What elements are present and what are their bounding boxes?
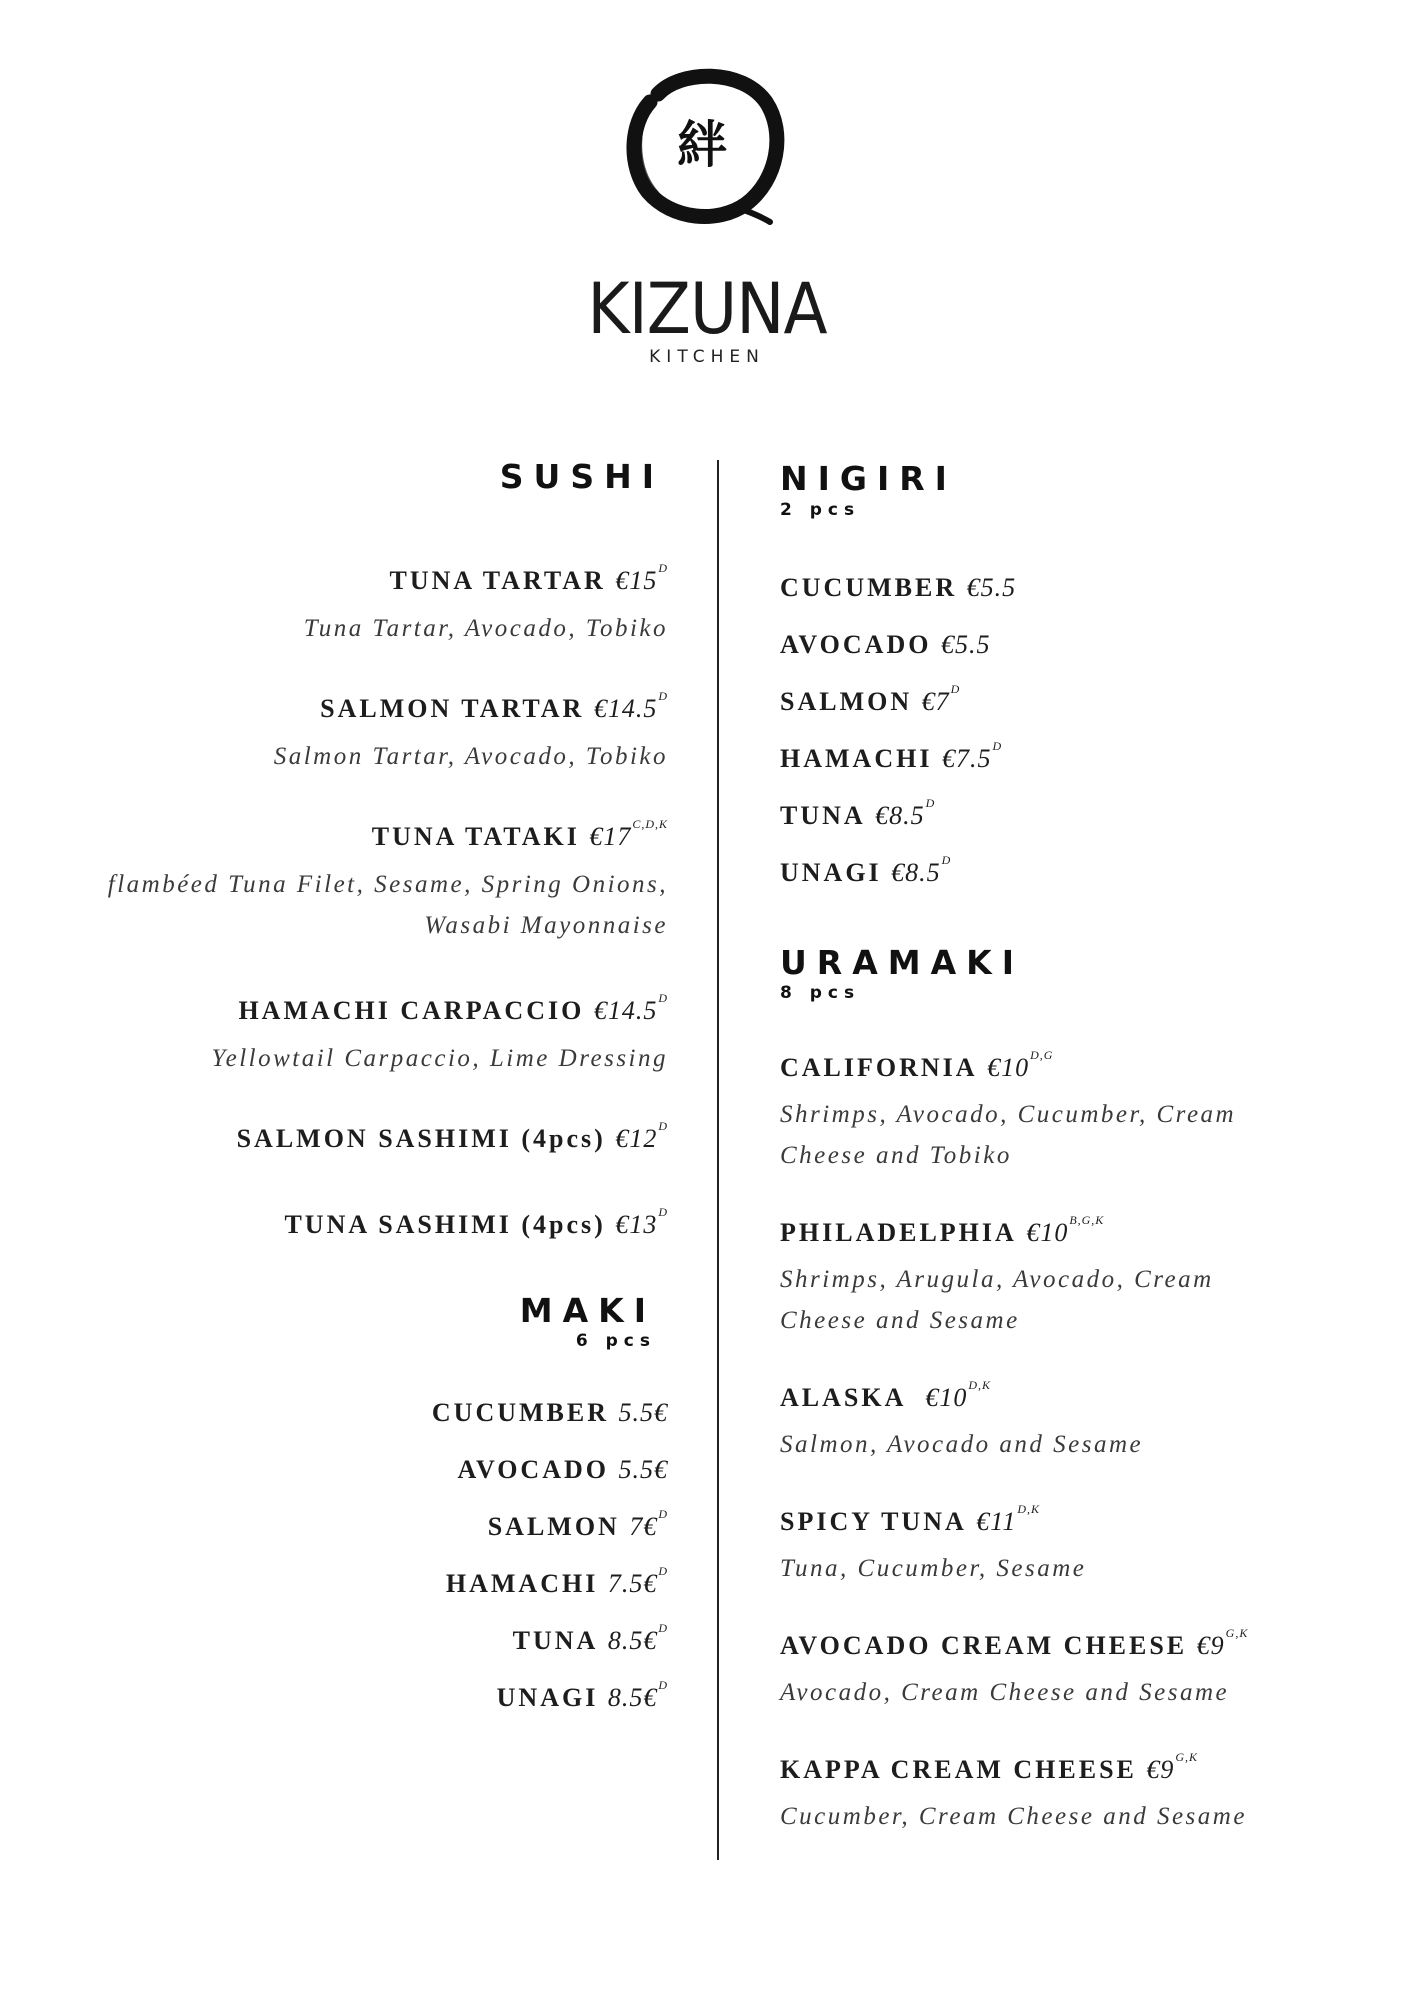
- menu-item: [445, 1564, 668, 1598]
- kizuna-enso-logo: [620, 62, 785, 227]
- logo-character: 絆: [677, 116, 727, 174]
- menu-item: [284, 1205, 668, 1239]
- item-name: AVOCADO CREAM CHEESE: [780, 1631, 1188, 1660]
- allergen-codes: D: [658, 1205, 668, 1219]
- item-price: €8.5: [891, 858, 941, 887]
- menu-item: [780, 632, 990, 658]
- item-name: SALMON TARTAR: [320, 694, 585, 723]
- menu-item: [512, 1621, 668, 1655]
- item-name: TUNA SASHIMI (4pcs): [284, 1210, 606, 1239]
- menu-item: [780, 739, 1003, 773]
- item-description: Cheese and Sesame: [780, 1307, 1020, 1334]
- item-price: 8.5€: [607, 1626, 658, 1655]
- menu-item: [389, 561, 668, 595]
- nigiri-heading: NIGIRI: [780, 459, 957, 498]
- item-name: PHILADELPHIA: [780, 1218, 1017, 1247]
- menu-item: [780, 796, 936, 830]
- item-name: HAMACHI: [445, 1569, 599, 1598]
- item-name: SALMON: [487, 1512, 620, 1541]
- item-name: UNAGI: [780, 858, 882, 887]
- allergen-codes: D: [992, 739, 1003, 753]
- allergen-codes: D: [658, 1564, 668, 1578]
- menu-item: [236, 1119, 668, 1153]
- item-description: Avocado, Cream Cheese and Sesame: [780, 1679, 1230, 1706]
- item-price: €14.5: [593, 694, 658, 723]
- item-price: €5.5: [966, 573, 1017, 602]
- item-name: TUNA: [512, 1626, 599, 1655]
- item-price: €7: [921, 687, 950, 716]
- item-description: Tuna Tartar, Avocado, Tobiko: [303, 615, 668, 642]
- menu-item: [780, 853, 952, 887]
- item-price: €10: [925, 1383, 968, 1412]
- item-name: TUNA TARTAR: [389, 566, 606, 595]
- item-name: CUCUMBER: [780, 573, 958, 602]
- item-name: AVOCADO: [457, 1455, 609, 1484]
- item-name: CALIFORNIA: [780, 1053, 978, 1082]
- allergen-codes: D,K: [968, 1378, 992, 1392]
- item-price: €14.5: [593, 996, 658, 1025]
- menu-item: [238, 991, 668, 1025]
- menu-item: [458, 1457, 668, 1483]
- item-price: €11: [976, 1507, 1017, 1536]
- item-name: HAMACHI CARPACCIO: [238, 996, 585, 1025]
- item-price: €9: [1196, 1631, 1225, 1660]
- brand-subtitle: KITCHEN: [649, 347, 765, 367]
- allergen-codes: D: [658, 561, 668, 575]
- item-description: Cheese and Tobiko: [780, 1142, 1012, 1169]
- item-price: €15: [615, 566, 658, 595]
- nigiri-pieces: 2 pcs: [780, 500, 861, 520]
- column-divider: [717, 460, 719, 1860]
- item-description: Wasabi Mayonnaise: [424, 912, 668, 939]
- menu-item: [371, 817, 668, 851]
- item-price: €10: [987, 1053, 1030, 1082]
- allergen-codes: D: [950, 682, 961, 696]
- allergen-codes: D: [658, 1678, 668, 1692]
- menu-item: [780, 1502, 1040, 1536]
- item-name: UNAGI: [496, 1683, 599, 1712]
- item-price: 5.5€: [618, 1455, 668, 1484]
- item-description: Salmon Tartar, Avocado, Tobiko: [273, 743, 668, 770]
- item-name: SALMON SASHIMI (4pcs): [236, 1124, 606, 1153]
- uramaki-pieces: 8 pcs: [780, 983, 861, 1003]
- maki-pieces: 6 pcs: [575, 1331, 656, 1351]
- allergen-codes: D,G: [1030, 1048, 1054, 1062]
- uramaki-heading: URAMAKI: [780, 943, 1024, 982]
- item-name: SALMON: [780, 687, 913, 716]
- item-price: €12: [615, 1124, 658, 1153]
- menu-item: [320, 689, 668, 723]
- allergen-codes: D,K: [1017, 1502, 1040, 1516]
- item-price: €10: [1026, 1218, 1069, 1247]
- menu-item: [780, 1750, 1199, 1784]
- item-name: TUNA TATAKI: [371, 822, 580, 851]
- sushi-heading: SUSHI: [499, 457, 664, 496]
- item-name: AVOCADO: [780, 630, 932, 659]
- allergen-codes: C,D,K: [632, 817, 668, 831]
- item-price: €8.5: [875, 801, 925, 830]
- allergen-codes: D: [658, 1507, 668, 1521]
- item-description: Tuna, Cucumber, Sesame: [780, 1555, 1087, 1582]
- menu-item: [432, 1400, 668, 1426]
- item-description: Cucumber, Cream Cheese and Sesame: [780, 1803, 1247, 1830]
- item-price: 7€: [629, 1512, 658, 1541]
- item-description: Yellowtail Carpaccio, Lime Dressing: [211, 1045, 668, 1072]
- menu-item: [496, 1678, 668, 1712]
- brand-name: KIZUNA: [587, 268, 827, 350]
- item-name: SPICY TUNA: [780, 1507, 967, 1536]
- item-price: €5.5: [940, 630, 991, 659]
- menu-item: [780, 1213, 1105, 1247]
- allergen-codes: D: [658, 1621, 668, 1635]
- allergen-codes: G,K: [1225, 1626, 1249, 1640]
- item-price: 7.5€: [607, 1569, 658, 1598]
- item-price: 8.5€: [607, 1683, 658, 1712]
- allergen-codes: B,G,K: [1069, 1213, 1105, 1227]
- item-name: TUNA: [780, 801, 866, 830]
- allergen-codes: D: [658, 689, 668, 703]
- allergen-codes: G,K: [1175, 1750, 1199, 1764]
- item-name: CUCUMBER: [431, 1398, 609, 1427]
- item-description: Shrimps, Avocado, Cucumber, Cream: [780, 1101, 1237, 1128]
- menu-item: [780, 1378, 992, 1412]
- maki-heading: MAKI: [519, 1291, 656, 1330]
- menu-item: [780, 575, 1016, 601]
- allergen-codes: D: [658, 991, 668, 1005]
- menu-item: [780, 1048, 1054, 1082]
- menu-item: [780, 682, 961, 716]
- item-price: 5.5€: [618, 1398, 668, 1427]
- item-price: €9: [1146, 1755, 1175, 1784]
- item-price: €7.5: [941, 744, 992, 773]
- item-name: ALASKA: [780, 1383, 907, 1412]
- item-description: Shrimps, Arugula, Avocado, Cream: [780, 1266, 1214, 1293]
- menu-item: [487, 1507, 668, 1541]
- allergen-codes: D: [658, 1119, 668, 1133]
- allergen-codes: D: [925, 796, 936, 810]
- item-price: €17: [589, 822, 632, 851]
- item-description: flambéed Tuna Filet, Sesame, Spring Onions,: [107, 871, 668, 898]
- item-description: Salmon, Avocado and Sesame: [780, 1431, 1144, 1458]
- allergen-codes: D: [941, 853, 952, 867]
- menu-item: [780, 1626, 1249, 1660]
- item-price: €13: [615, 1210, 658, 1239]
- item-name: KAPPA CREAM CHEESE: [780, 1755, 1137, 1784]
- item-name: HAMACHI: [780, 744, 933, 773]
